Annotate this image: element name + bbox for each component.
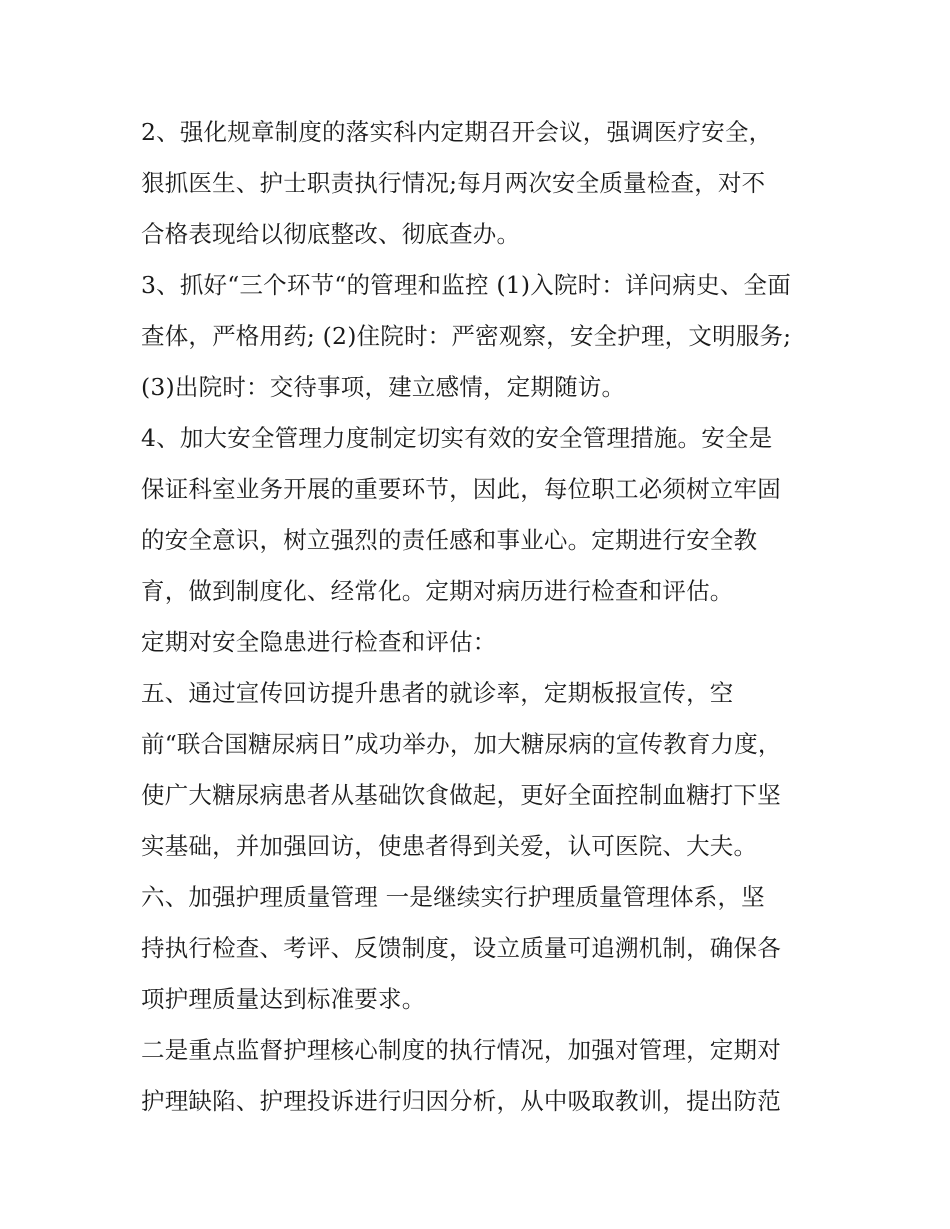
text-line: 五、通过宣传回访提升患者的就诊率，定期板报宣传，空 bbox=[141, 679, 734, 707]
text-line: 育，做到制度化、经常化。定期对病历进行检查和评估。 bbox=[141, 577, 734, 605]
text-line: (3)出院时：交待事项，建立感情，定期随访。 bbox=[141, 373, 626, 401]
text-line: 2、强化规章制度的落实科内定期召开会议，强调医疗安全， bbox=[141, 118, 773, 146]
text-line: 合格表现给以彻底整改、彻底查办。 bbox=[141, 220, 521, 248]
text-line: 前“联合国糖尿病日”成功举办，加大糖尿病的宣传教育力度， bbox=[141, 730, 782, 758]
text-line: 查体，严格用药; (2)住院时：严密观察，安全护理，文明服务; bbox=[141, 322, 792, 350]
text-line: 实基础，并加强回访，使患者得到关爱，认可医院、大夫。 bbox=[141, 832, 758, 860]
text-line: 持执行检查、考评、反馈制度，设立质量可追溯机制，确保各 bbox=[141, 934, 781, 962]
text-line: 六、加强护理质量管理 一是继续实行护理质量管理体系，坚 bbox=[141, 883, 765, 911]
text-line: 定期对安全隐患进行检查和评估： bbox=[141, 628, 497, 656]
text-line: 二是重点监督护理核心制度的执行情况，加强对管理，定期对 bbox=[141, 1036, 781, 1064]
text-line: 3、抓好“三个环节“的管理和监控 (1)入院时：详问病史、全面 bbox=[141, 271, 791, 299]
document-body bbox=[141, 107, 821, 1127]
text-line: 4、加大安全管理力度制定切实有效的安全管理措施。安全是 bbox=[141, 424, 773, 452]
text-line: 狠抓医生、护士职责执行情况;每月两次安全质量检查，对不 bbox=[141, 169, 766, 197]
text-line: 使广大糖尿病患者从基础饮食做起，更好全面控制血糖打下坚 bbox=[141, 781, 781, 809]
text-line: 的安全意识，树立强烈的责任感和事业心。定期进行安全教 bbox=[141, 526, 758, 554]
text-line: 项护理质量达到标准要求。 bbox=[141, 985, 426, 1013]
text-line: 保证科室业务开展的重要环节，因此，每位职工必须树立牢固 bbox=[141, 475, 781, 503]
text-line: 护理缺陷、护理投诉进行归因分析，从中吸取教训，提出防范 bbox=[141, 1087, 781, 1115]
